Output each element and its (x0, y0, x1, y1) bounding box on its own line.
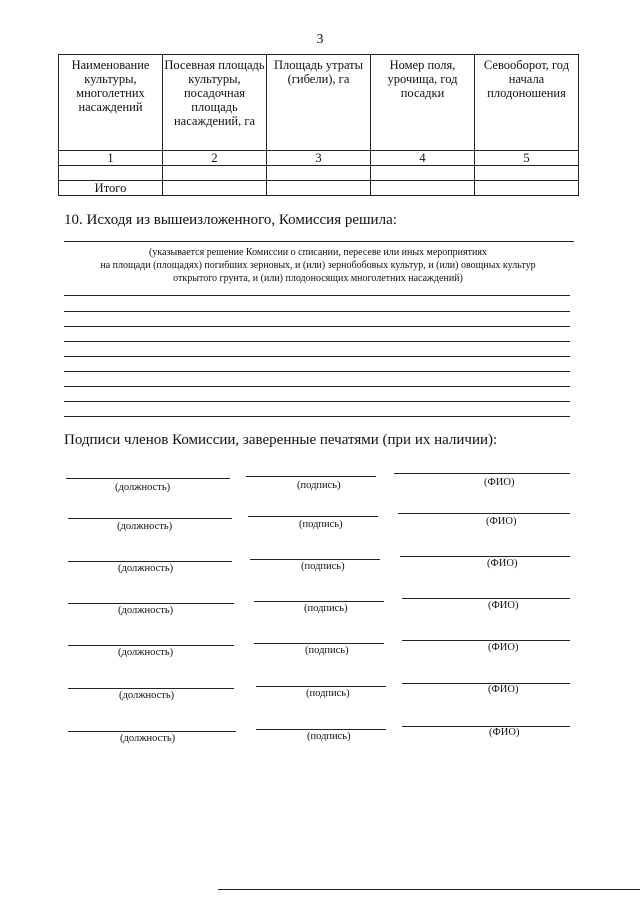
signature-line[interactable] (248, 516, 378, 517)
signature-label: (подпись) (297, 480, 341, 491)
name-label: (ФИО) (488, 642, 519, 653)
position-label: (должность) (120, 733, 176, 744)
position-line[interactable] (68, 518, 232, 519)
table-cell[interactable] (163, 181, 267, 196)
signature-line[interactable] (254, 643, 384, 644)
signature-label: (подпись) (299, 519, 343, 530)
decision-line[interactable] (64, 371, 570, 372)
decision-hint (64, 246, 572, 285)
position-line[interactable] (68, 603, 234, 604)
name-line[interactable] (394, 473, 570, 474)
page-number: 3 (316, 32, 324, 47)
name-label: (ФИО) (488, 600, 519, 611)
table-cell[interactable] (267, 166, 371, 181)
header-field-number: Номер поля, урочища, год посадки (371, 55, 475, 151)
column-number: 1 (59, 151, 163, 166)
hint-line: на площади (площадях) погибших зерновых, и (или) зернобобовых культур, и (или) овощных культур (100, 260, 536, 271)
name-label: (ФИО) (484, 477, 515, 488)
name-line[interactable] (402, 640, 570, 641)
header-loss-area: Площадь утраты (гибели), га (267, 55, 371, 151)
position-line[interactable] (68, 645, 234, 646)
column-number: 4 (371, 151, 475, 166)
name-label: (ФИО) (488, 684, 519, 695)
total-row (59, 181, 579, 196)
position-line[interactable] (66, 478, 230, 479)
signature-line[interactable] (250, 559, 380, 560)
total-label: Итого (59, 181, 163, 196)
table-cell[interactable] (267, 181, 371, 196)
decision-line[interactable] (64, 356, 570, 357)
decision-line[interactable] (64, 416, 570, 417)
table-cell[interactable] (59, 166, 163, 181)
signature-label: (подпись) (304, 603, 348, 614)
header-crop-name: Наименование культуры, многолетних насаждений (59, 55, 163, 151)
name-line[interactable] (400, 556, 570, 557)
name-label: (ФИО) (486, 516, 517, 527)
position-label: (должность) (118, 563, 174, 574)
name-line[interactable] (402, 726, 570, 727)
table-cell[interactable] (475, 166, 579, 181)
signature-label: (подпись) (301, 561, 345, 572)
signature-line[interactable] (256, 686, 386, 687)
table-cell[interactable] (163, 166, 267, 181)
decision-line[interactable] (64, 401, 570, 402)
signature-line[interactable] (246, 476, 376, 477)
column-number: 3 (267, 151, 371, 166)
table-header-row (59, 55, 579, 151)
position-label: (должность) (118, 647, 174, 658)
signature-label: (подпись) (305, 645, 349, 656)
header-sown-area: Посевная площадь культуры, посадочная площадь насаждений, га (163, 55, 267, 151)
signature-line[interactable] (254, 601, 384, 602)
table-cell[interactable] (371, 181, 475, 196)
decision-line[interactable] (64, 241, 574, 242)
hint-line: открытого грунта, и (или) плодоносящих многолетних насаждений) (173, 273, 463, 284)
decision-heading: 10. Исходя из вышеизложенного, Комиссия решила: (64, 212, 397, 228)
position-label: (должность) (119, 690, 175, 701)
decision-line[interactable] (64, 386, 570, 387)
name-line[interactable] (398, 513, 570, 514)
name-label: (ФИО) (487, 558, 518, 569)
signatures-heading: Подписи членов Комиссии, заверенные печатями (при их наличии): (64, 432, 498, 448)
decision-line[interactable] (64, 295, 570, 296)
table-cell[interactable] (371, 166, 475, 181)
position-line[interactable] (68, 561, 232, 562)
name-line[interactable] (402, 598, 570, 599)
bottom-rule (218, 889, 640, 890)
decision-line[interactable] (64, 311, 570, 312)
position-line[interactable] (68, 731, 236, 732)
column-number-row (59, 151, 579, 166)
signature-label: (подпись) (307, 731, 351, 742)
header-crop-rotation: Севооборот, год начала плодоношения (475, 55, 579, 151)
decision-line[interactable] (64, 341, 570, 342)
table-cell[interactable] (475, 181, 579, 196)
crop-loss-table (58, 54, 579, 196)
signature-label: (подпись) (306, 688, 350, 699)
table-row (59, 166, 579, 181)
column-number: 5 (475, 151, 579, 166)
position-line[interactable] (68, 688, 234, 689)
column-number: 2 (163, 151, 267, 166)
name-label: (ФИО) (489, 727, 520, 738)
signature-line[interactable] (256, 729, 386, 730)
decision-line[interactable] (64, 326, 570, 327)
position-label: (должность) (117, 521, 173, 532)
hint-line: (указывается решение Комиссии о списании, пересеве или иных мероприятиях (149, 247, 487, 258)
position-label: (должность) (118, 605, 174, 616)
position-label: (должность) (115, 482, 171, 493)
name-line[interactable] (402, 683, 570, 684)
